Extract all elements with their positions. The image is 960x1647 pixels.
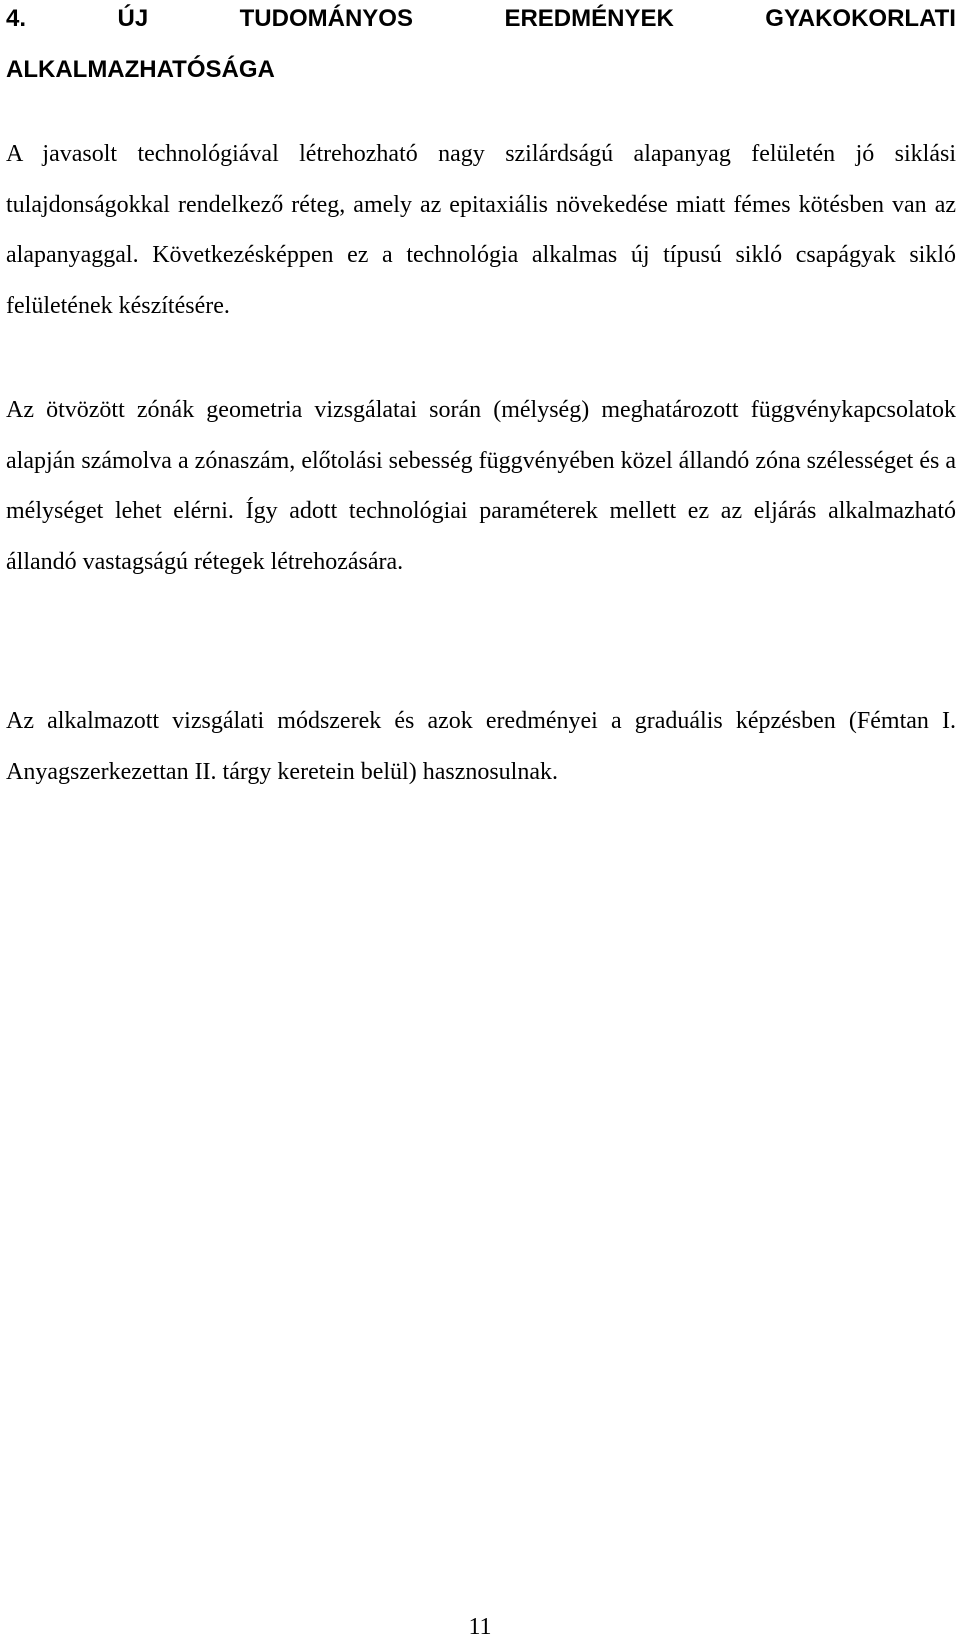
heading-line-1: [6, 0, 956, 38]
heading-line-2: ALKALMAZHATÓSÁGA: [6, 56, 275, 83]
heading-word: GYAKOKORLATI: [765, 5, 956, 32]
heading-number: 4.: [6, 5, 27, 32]
paragraph-1: A javasolt technológiával létrehozható nagy szilárdságú alapanyag felületén jó siklási tulajdonságokkal rendelkező réteg, amely az epitaxiális növekedése miatt fémes kötésben van az alapanyaggal. Következésképpen ez a technológia alkalmas új típusú sikló csapágyak sikló felületének készítésére.: [6, 141, 956, 319]
heading-word: ÚJ: [117, 5, 149, 32]
heading-word: EREDMÉNYEK: [504, 5, 674, 32]
page-number: 11: [468, 1614, 492, 1640]
section-heading: [6, 0, 956, 92]
heading-word: TUDOMÁNYOS: [239, 5, 413, 32]
paragraph-2: Az ötvözött zónák geometria vizsgálatai során (mélység) meghatározott függvénykapcsolatok alapján számolva a zónaszám, előtolási sebesség függvényében közel állandó zóna szélességet és a mélységet lehet elérni. Így adott technológiai paraméterek mellett ez az eljárás alkalmazható állandó vastagságú rétegek létrehozására.: [6, 397, 956, 575]
paragraph-3: Az alkalmazott vizsgálati módszerek és azok eredményei a graduális képzésben (Fémtan I. Anyagszerkezettan II. tárgy keretein belül) hasznosulnak.: [6, 708, 956, 785]
